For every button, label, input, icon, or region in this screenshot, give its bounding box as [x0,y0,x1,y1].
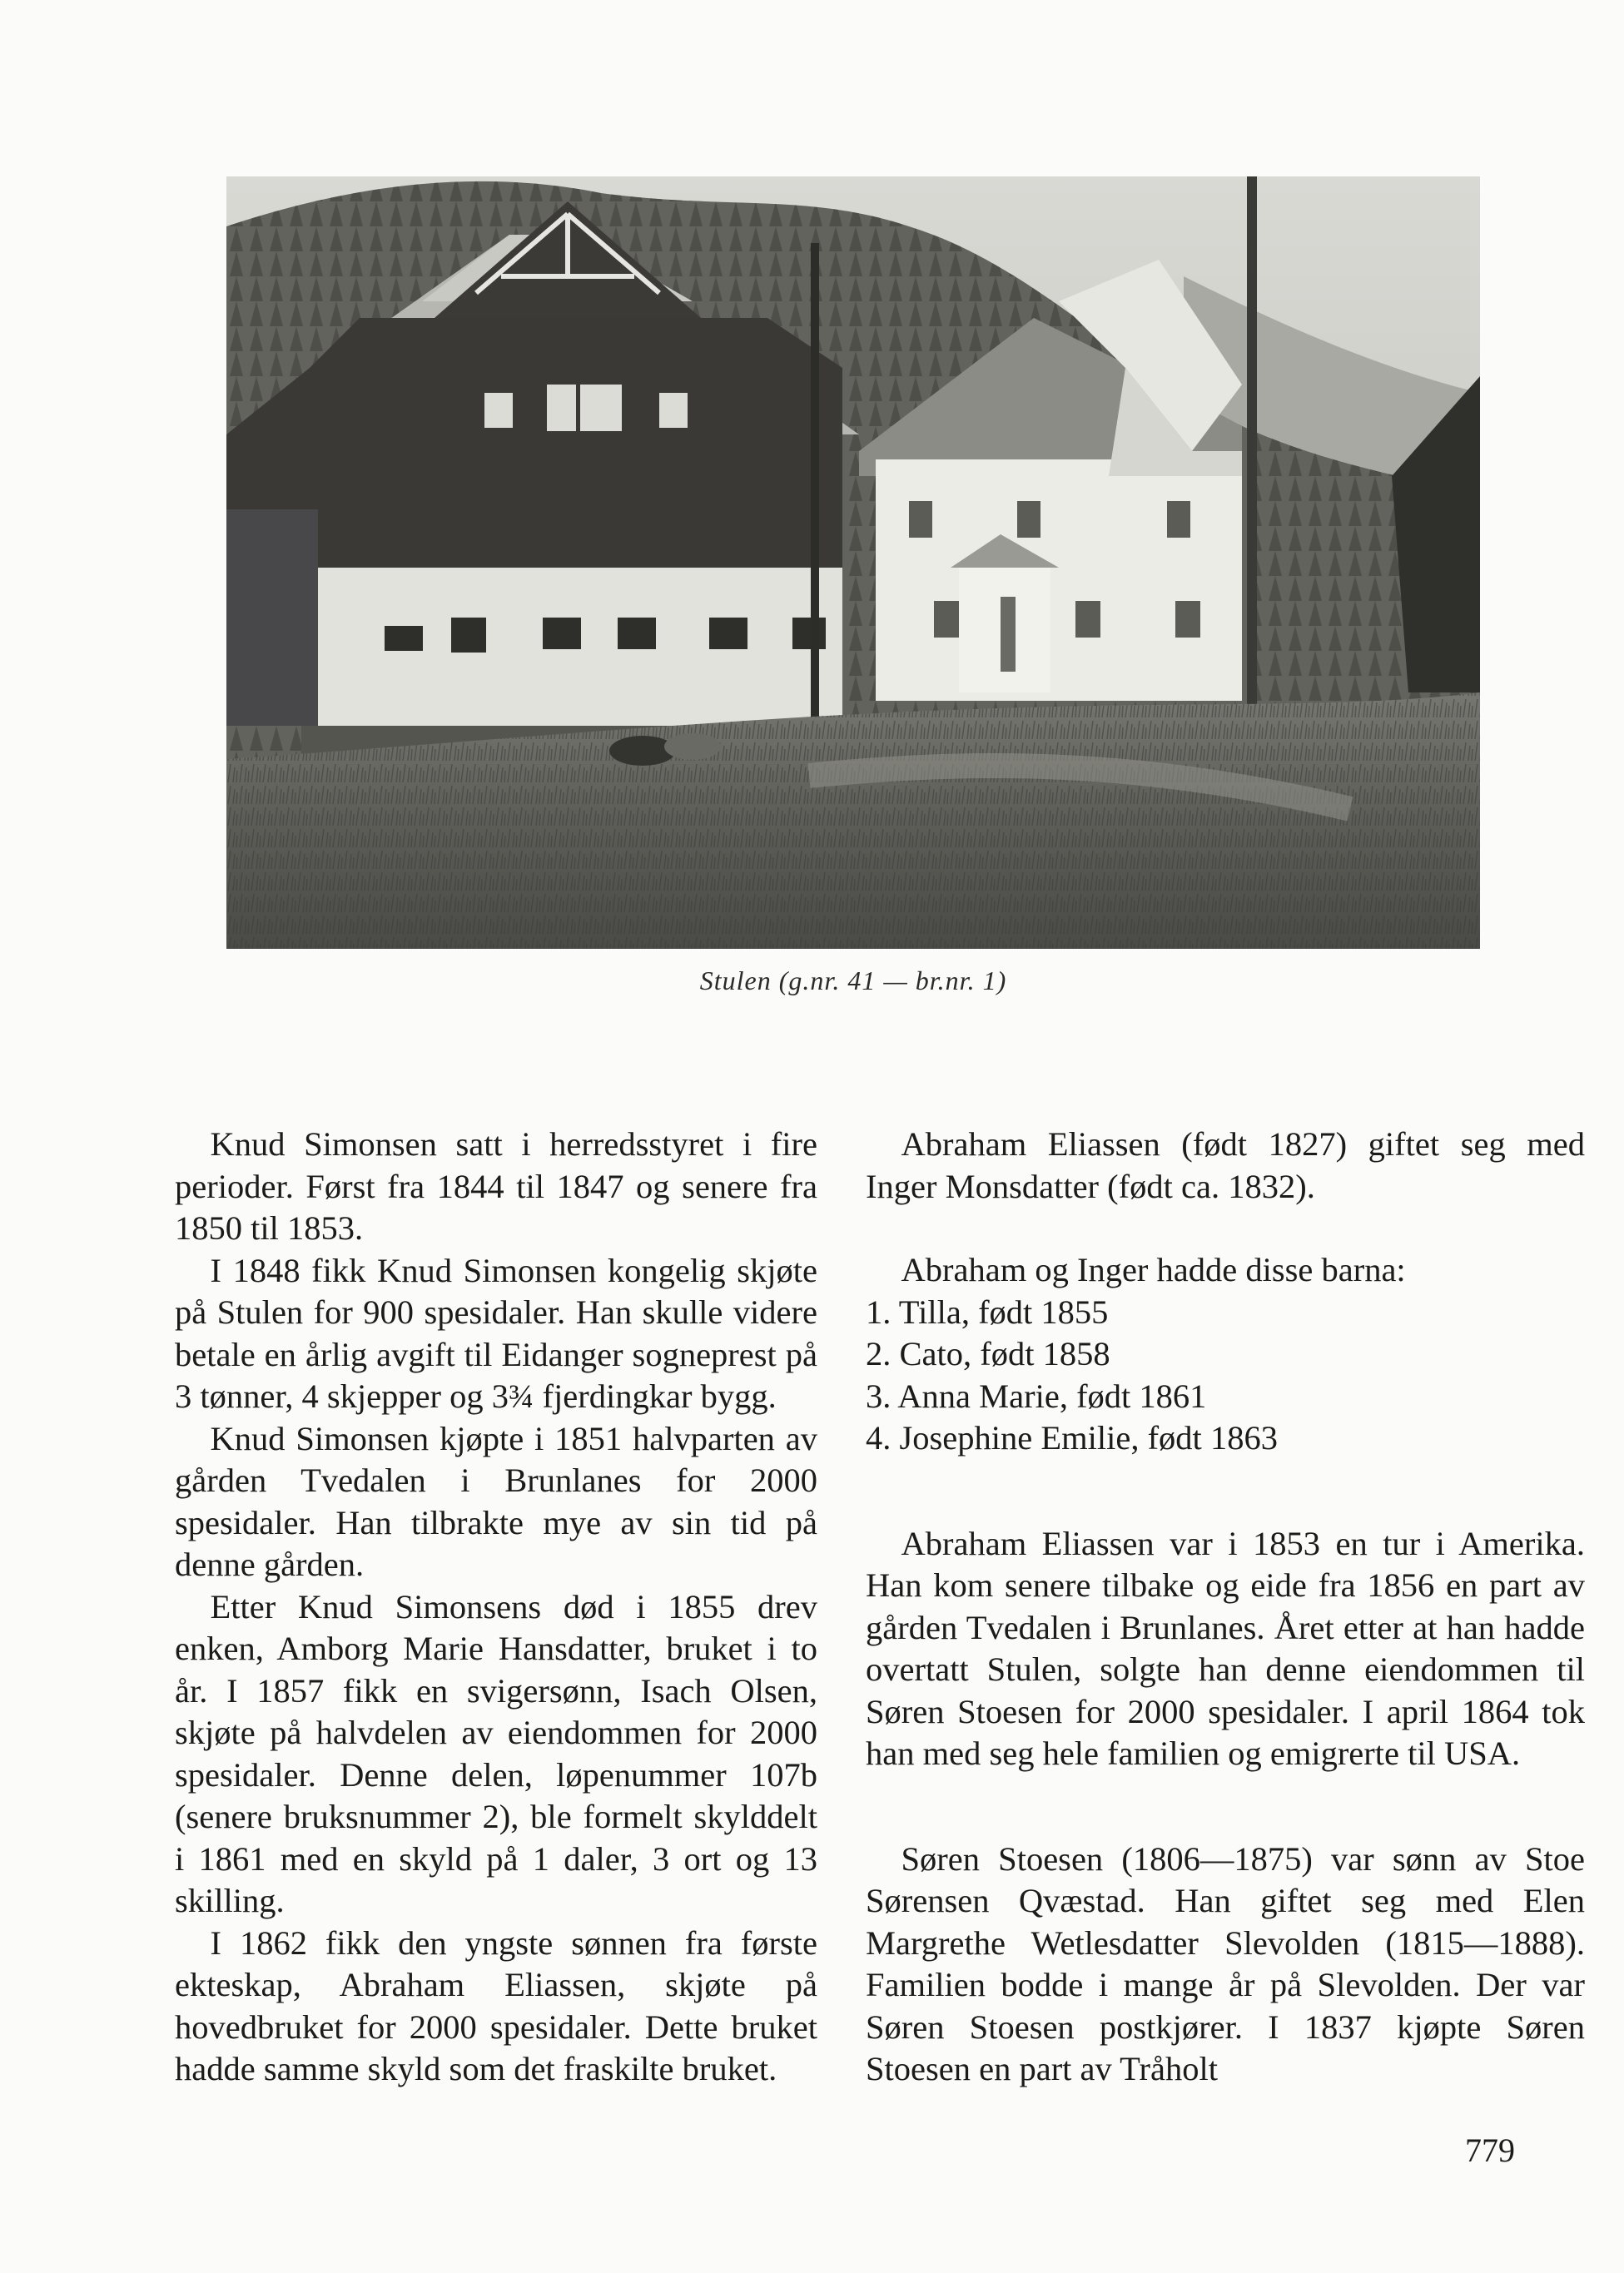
farm-photo-drawing [226,176,1480,949]
photo-caption: Stulen (g.nr. 41 — br.nr. 1) [699,965,1007,995]
list-item: 3. Anna Marie, født 1861 [866,1377,1207,1415]
paragraph-kongelig-skjote: I 1848 fikk Knud Simonsen kongelig skjøte på Stulen for 900 spesidaler. Han skulle videre betale en årlig avgift til Eidanger sogneprest på 3 tønner, 4 skjepper og 3¾ fjerdingkar bygg. [175,1251,817,1415]
farm-buildings-photo [226,176,1480,949]
left-text-column [175,1124,817,2091]
right-text-column [866,1124,1585,2091]
paragraph-herredsstyret: Knud Simonsen satt i herredsstyret i fire perioder. Først fra 1844 til 1847 og senere fra 1850 til 1853. [175,1125,817,1247]
list-item: 1. Tilla, født 1855 [866,1293,1109,1331]
list-item: 4. Josephine Emilie, født 1863 [866,1419,1278,1457]
paragraph-america: Abraham Eliassen var i 1853 en tur i Amerika. Han kom senere tilbake og eide fra 1856 en part av gården Tvedalen i Brunlanes. Året etter at han hadde overtatt Stulen, solgte han denne eiendommen til Søren Stoesen for 2000 spesidaler. I april 1864 tok han med seg hele familien og emigrerte til USA. [866,1524,1585,1772]
page-number: 779 [1465,2132,1515,2169]
paragraph-abraham-skjote: I 1862 fikk den yngste sønnen fra første ekteskap, Abraham Eliassen, skjøte på hovedbruket for 2000 spesidaler. Dette bruket hadde samme skyld som det fraskilte bruket. [175,1923,817,2087]
paragraph-abraham-intro: Abraham Eliassen (født 1827) giftet seg med Inger Monsdatter (født ca. 1832). [866,1125,1585,1205]
list-item: 2. Cato, født 1858 [866,1335,1110,1372]
paragraph-tvedalen: Knud Simonsen kjøpte i 1851 halvparten av gården Tvedalen i Brunlanes for 2000 spesidaler. Han tilbrakte mye av sin tid på denne gården. [175,1419,817,1583]
children-list [866,1292,1585,1460]
paragraph-enken: Etter Knud Simonsens død i 1855 drev enken, Amborg Marie Hansdatter, bruket i to år. I 1857 fikk en svigersønn, Isach Olsen, skjøte på halvdelen av eiendommen for 2000 spesidaler. Denne delen, løpenummer 107b (senere bruksnummer 2), ble formelt skylddelt i 1861 med en skyld på 1 daler, 3 ort og 13 skilling. [175,1587,817,1919]
paragraph-soren-stoesen: Søren Stoesen (1806—1875) var sønn av Stoe Sørensen Qvæstad. Han giftet seg med Elen Margrethe Wetlesdatter Slevolden (1815—1888). Familien bodde i mange år på Slevolden. Der var Søren Stoesen postkjører. I 1837 kjøpte Søren Stoesen en part av Tråholt [866,1839,1585,2087]
children-heading: Abraham og Inger hadde disse barna: [901,1251,1406,1288]
